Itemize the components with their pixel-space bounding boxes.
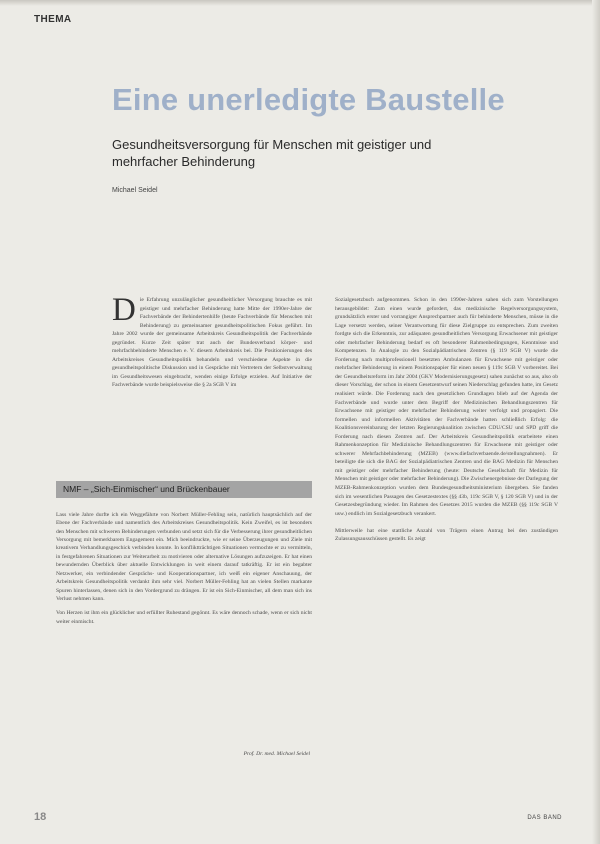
right-column-text: Sozialgesetzbuch aufgenommen. Schon in den 1990er-Jahren sahen sich zum Vorstellungen herausgebildet: Zum einen wurde gefordert, das medizinische Regelversorgungssystem, grundsätzlich erster und vorrangiger Ansprechpartner auch für behinderte Menschen, müsse in die Lage versetzt werden, seiner Verantwortung für diese Zielgruppe zu entsprechen. Zum zweiten fordgte sich die Erkenntnis, zur adäquaten gesundheitlichen Versorgung Erwachsener mit geistiger oder mehrfacher Behinderung bedarf es oft besonderer Rahmenbedingungen, Kenntnisse und Kompetenzen. In Analogie zu den Sozialpädiatrischen Zentren (§ 119 SGB V) wurde die Forderung nach multiprofessionell besetzten Ambulanzen für Erwachsene mit geistiger oder mehrfacher Behinderung in einem Positionspapier für einen neuen § 119c SGB V vorbereitet. Bei der Gesundheitsreform im Jahr 2004 (GKV Modernisierungsgesetz) sahen zunächst so aus, also ob dieser Vorschlag, der schon in einem Gesetzentwurf seinen Niederschlag gefunden hatte, im Gesetz realisiert würde. Die Forderung nach den gesetzlichen Grundlagen blieb auf der Agenda der Fachverbände und wurde unter dem Begriff der Medizinischen Behandlungszentren für Erwachsene mit geistiger oder mehrfacher Behinderung weiter verfolgt und propagiert. Die formellen und informellen Aktivitäten der Fachverbände hatten schließlich Erfolg: die Koalitionsvereinbarung der letzten Regierungskoalition zwischen CDU/CSU und SPD griff die Forderung nach diesen Zentren auf. Der Arbeitskreis Gesundheitspolitik erarbeitete einen Rahmenkonzeption für Medizinische Behandlungszentren für Erwachsene mit geistiger oder schwerer Mehrfachbehinderung (MZEB) (www.diefachverbaende.de/stellungnahmen). Er beteiligte die sich die BAG der Sozialpädiatrischen Zentren und die BAG Medizin für Menschen mit geistiger oder mehrfacher Behinderung (heute: Deutsche Gesellschaft für Medizin für Menschen mit geistiger oder mehrfacher Behinderung). Die Zwischenergebnisse der Darlegung der MZEB-Rahmenkonzeption wurden dem Bundesgesundheitsministerium übergeben. Sie fanden sich im wesentlichen Passagen des Gesetzestextes (§§ 43b, 119c SGB V, § 120 SGB V) und in der Gesetzesbegründung wieder. Im Rahmen des Gesetzes 2015 wurden die MZEB (§§ 119c SGB V usw.) endlich im Sozialgesetzbuch verankert. Mittlerweile hat eine stattliche Anzahl von Trägern einen Antrag bei den zuständigen Zulassungsausschüssen gestellt. Es zeigt (335, 297, 558, 543)
scan-shadow-right (592, 0, 600, 844)
sidebar-box-paragraph-2: Von Herzen ist ihm ein glücklicher und erfüllter Ruhestand gegönnt. Es wäre dennoch schade, wenn er sich nicht weiter einmischt. (56, 610, 312, 625)
sidebar-box-body (56, 505, 312, 753)
intro-paragraph (112, 296, 312, 390)
intro-text: ie Erfahrung unzulänglicher gesundheitlicher Versorgung brauchte es mit geistiger und mehrfacher Behinderung hatte Mitte der 1990er-Jahre der Fachverbände der Behindertenhilfe (heute Fachverbände für Menschen mit Behinderung) zu gemeinsamer gesundheitspolitischen Fokus geführt. Im Jahre 2002 wurde der gemeinsame Arbeitskreis Gesundheitspolitik der Fachverbände gegründet. Kurze Zeit später trat auch der Bundesverband körper- und mehrfachbehinderte Menschen e. V. diesem Arbeitskreis bei. Die Positionierungen des Arbeitskreises Gesundheitspolitik behandeln und verschiedene Aspekte in die gesundheitspolitische Diskussion und in Gespräche mit Vertretern der Selbstverwaltung im Gesundheitswesen eingebracht, wenden einige Erfolge erzielen. Auf Initiative der Fachverbände wurde beispielsweise die § 2a SGB V im (112, 297, 312, 389)
drop-cap: D (112, 296, 136, 328)
article-author: Michael Seidel (112, 187, 158, 194)
page-number: 18 (34, 811, 47, 823)
right-column (335, 296, 558, 792)
sidebar-box-paragraph-1: Lass viele Jahre durfte ich ein Weggefährte von Norbert Müller-Fehling sein, natürlich hauptsächlich auf der Ebene der Fachverbände und namentlich des Arbeitskreises Gesundheitspolitik. Kein Zweifel, es ist besonders den Menschen mit schweren Behinderungen verbunden und setzt sich für die Verbesserung ihrer gesundheitlichen Versorgung mit bemerkbarem Engagement ein. Mich beeindruckte, wie er seine Überzeugungen und Ziele mit kreativem Verhandlungsgeschick verbinden konnte. In konfliktträchtigen Situationen vermochte er zu vermitteln, in festgefahrenen Situationen zur Weiterarbeit zu motivieren oder alternative Lösungen aufzuzeigen. Er hat einen bewundernden Überblick über aktuelle Entwicklungen in weit einem darauf tatkräftig. Er ist ein begabter Netzwerker, ein verbindender Gesprächs- und Kooperationspartner, ich weiß ein eigener Anschauung, der Arbeitskreis Gesundheitspolitik verdankt ihm sehr viel. Norbert Müller-Fehling hat an vielen Stellen markante Spuren hinterlassen, denen sich in den Vordergrund zu drängen. Er ist ein Sich-Einmischer, all dem man sich ins Verlust nehmen kann. (56, 511, 312, 603)
sidebar-box-header (56, 481, 312, 498)
intro-column (112, 296, 312, 476)
sidebar-box-heading: NMF – „Sich-Einmischer“ und Brückenbauer (63, 484, 230, 494)
article-subtitle: Gesundheitsversorgung für Menschen mit geistiger und mehrfacher Behinderung (112, 137, 432, 169)
sidebar-box-signature: Prof. Dr. med. Michael Seidel (243, 751, 310, 757)
article-title: Eine unerledigte Baustelle (112, 82, 505, 117)
section-rubric: THEMA (34, 14, 72, 25)
scan-shadow-top (0, 0, 600, 6)
footer-brand: DAS BAND (527, 815, 562, 821)
